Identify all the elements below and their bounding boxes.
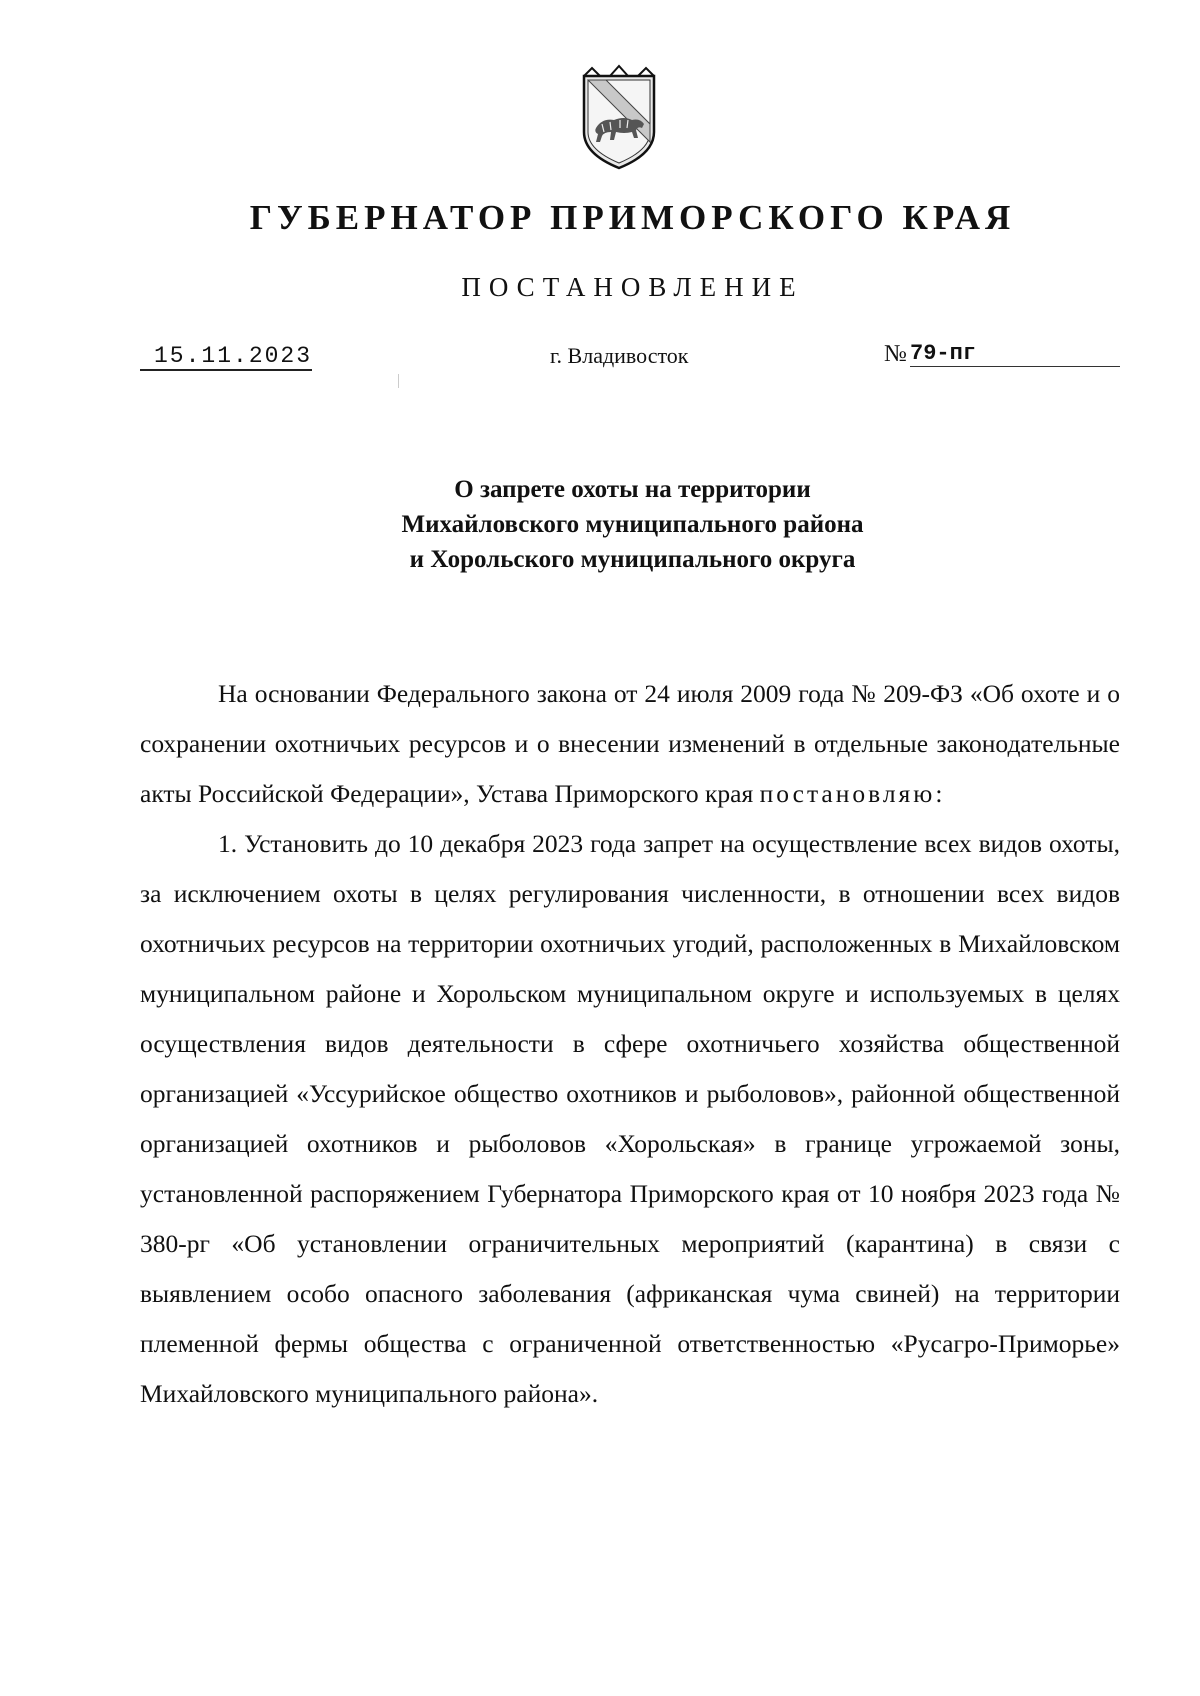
scan-mark: [398, 374, 399, 388]
document-heading: [0, 472, 1200, 577]
document-number: 79-пг: [910, 341, 1120, 367]
preamble-paragraph: [140, 669, 1120, 819]
coat-of-arms-icon: [578, 62, 660, 172]
preamble-text: На основании Федерального закона от 24 июля 2009 года № 209-ФЗ «Об охоте и о сохранении охотничьих ресурсов и о внесении изменений в отдельные законодательные акты Российской Федерации», Устава Приморского края: [140, 679, 1120, 808]
number-sign: №: [884, 341, 907, 367]
document-body: [140, 669, 1120, 1419]
document-city: г. Владивосток: [550, 343, 689, 368]
resolve-word: постановляю:: [759, 779, 946, 808]
document-type: ПОСТАНОВЛЕНИЕ: [461, 272, 804, 302]
heading-line: и Хорольского муниципального округа: [409, 546, 856, 573]
issuing-authority: ГУБЕРНАТОР ПРИМОРСКОГО КРАЯ: [249, 198, 1016, 237]
heading-line: Михайловского муниципального района: [401, 511, 864, 538]
item-1-paragraph: 1. Установить до 10 декабря 2023 года запрет на осуществление всех видов охоты, за исключением охоты в целях регулирования численности, в отношении всех видов охотничьих ресурсов на территории охотничьих угодий, расположенных в Михайловском муниципальном районе и Хорольском муниципальном округе и используемых в целях осуществления видов деятельности в сфере охотничьего хозяйства общественной организацией «Уссурийское общество охотников и рыболовов», районной общественной организацией охотников и рыболовов «Хорольская» в границе угрожаемой зоны, установленной распоряжением Губернатора Приморского края от 10 ноября 2023 года № 380-рг «Об установлении ограничительных мероприятий (карантина) в связи с выявлением особо опасного заболевания (африканская чума свиней) на территории племенной фермы общества с ограниченной ответственностью «Русагро-Приморье» Михайловского муниципального района».: [140, 829, 1120, 1408]
heading-line: О запрете охоты на территории: [454, 476, 811, 503]
document-date: 15.11.2023: [140, 343, 312, 371]
